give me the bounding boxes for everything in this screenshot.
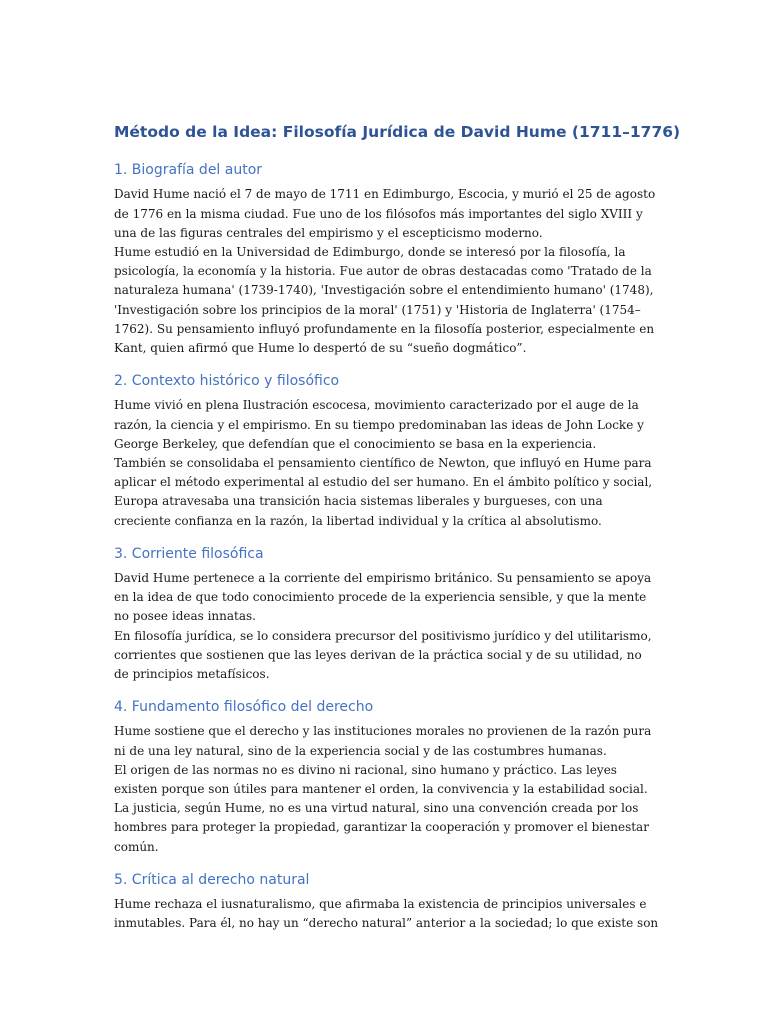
document-page: [114, 122, 681, 947]
section-heading: 2. Contexto histórico y filosófico: [114, 373, 340, 390]
section-fundamento: [114, 698, 659, 857]
section-contexto: [114, 372, 659, 531]
paragraph: Hume vivió en plena Ilustración escocesa, movimiento caracterizado por el auge de la razón, la ciencia y el empirismo. En su tiempo predominaban las ideas de John Locke y George Berkeley, que defendían que el conocimiento se basa en la experiencia.: [114, 398, 644, 451]
section-heading: 5. Crítica al derecho natural: [114, 871, 310, 888]
section-corriente: [114, 545, 659, 684]
document-title: Método de la Idea: Filosofía Jurídica de David Hume (1711–1776): [114, 123, 681, 141]
section-biografia: [114, 161, 659, 358]
paragraph: Hume sostiene que el derecho y las instituciones morales no provienen de la razón pura ni de una ley natural, sino de la experiencia social y de las costumbres humanas.: [114, 724, 652, 758]
paragraph: También se consolidaba el pensamiento científico de Newton, que influyó en Hume para aplicar el método experimental al estudio del ser humano. En el ámbito político y social, Europa atravesaba una transición hacia sistemas liberales y burgueses, con una creciente confianza en la razón, la libertad individual y la crítica al absolutismo.: [114, 455, 653, 528]
paragraph: David Hume nació el 7 de mayo de 1711 en Edimburgo, Escocia, y murió el 25 de agosto de 1776 en la misma ciudad. Fue uno de los filósofos más importantes del siglo XVIII y una de las figuras centrales del empirismo y el escepticismo moderno.: [114, 187, 656, 240]
section-heading: 3. Corriente filosófica: [114, 545, 264, 562]
paragraph: El origen de las normas no es divino ni racional, sino humano y práctico. Las leyes existen porque son útiles para mantener el orden, la convivencia y la estabilidad social. La justicia, según Hume, no es una virtud natural, sino una convención creada por los hombres para proteger la propiedad, garantizar la cooperación y promover el bienestar común.: [114, 762, 649, 854]
paragraph: David Hume pertenece a la corriente del empirismo británico. Su pensamiento se apoya en la idea de que todo conocimiento procede de la experiencia sensible, y que la mente no posee ideas innatas.: [114, 570, 652, 624]
paragraph: Hume estudió en la Universidad de Edimburgo, donde se interesó por la filosofía, la psicología, la economía y la historia. Fue autor de obras destacadas como 'Tratado de la naturaleza humana' (1739-1740), 'Investigación sobre el entendimiento humano' (1748), 'Investigación sobre los principios de la moral' (1751) y 'Historia de Inglaterra' (1754–1762). Su pensamiento influyó profundamente en la filosofía posterior, especialmente en Kant, quien afirmó que Hume lo despertó de su “sueño dogmático”.: [114, 244, 655, 355]
paragraph: Hume rechaza el iusnaturalismo, que afirmaba la existencia de principios universales e inmutables. Para él, no hay un “derecho natural” anterior a la sociedad; lo que existe son: [114, 896, 659, 931]
section-heading: 1. Biografía del autor: [114, 162, 263, 179]
section-critica: [114, 871, 659, 934]
paragraph: En filosofía jurídica, se lo considera precursor del positivismo jurídico y del utilitarismo, corrientes que sostienen que las leyes derivan de la práctica social y de su utilidad, no de principios metafísicos.: [114, 628, 652, 681]
section-heading: 4. Fundamento filosófico del derecho: [114, 699, 374, 716]
